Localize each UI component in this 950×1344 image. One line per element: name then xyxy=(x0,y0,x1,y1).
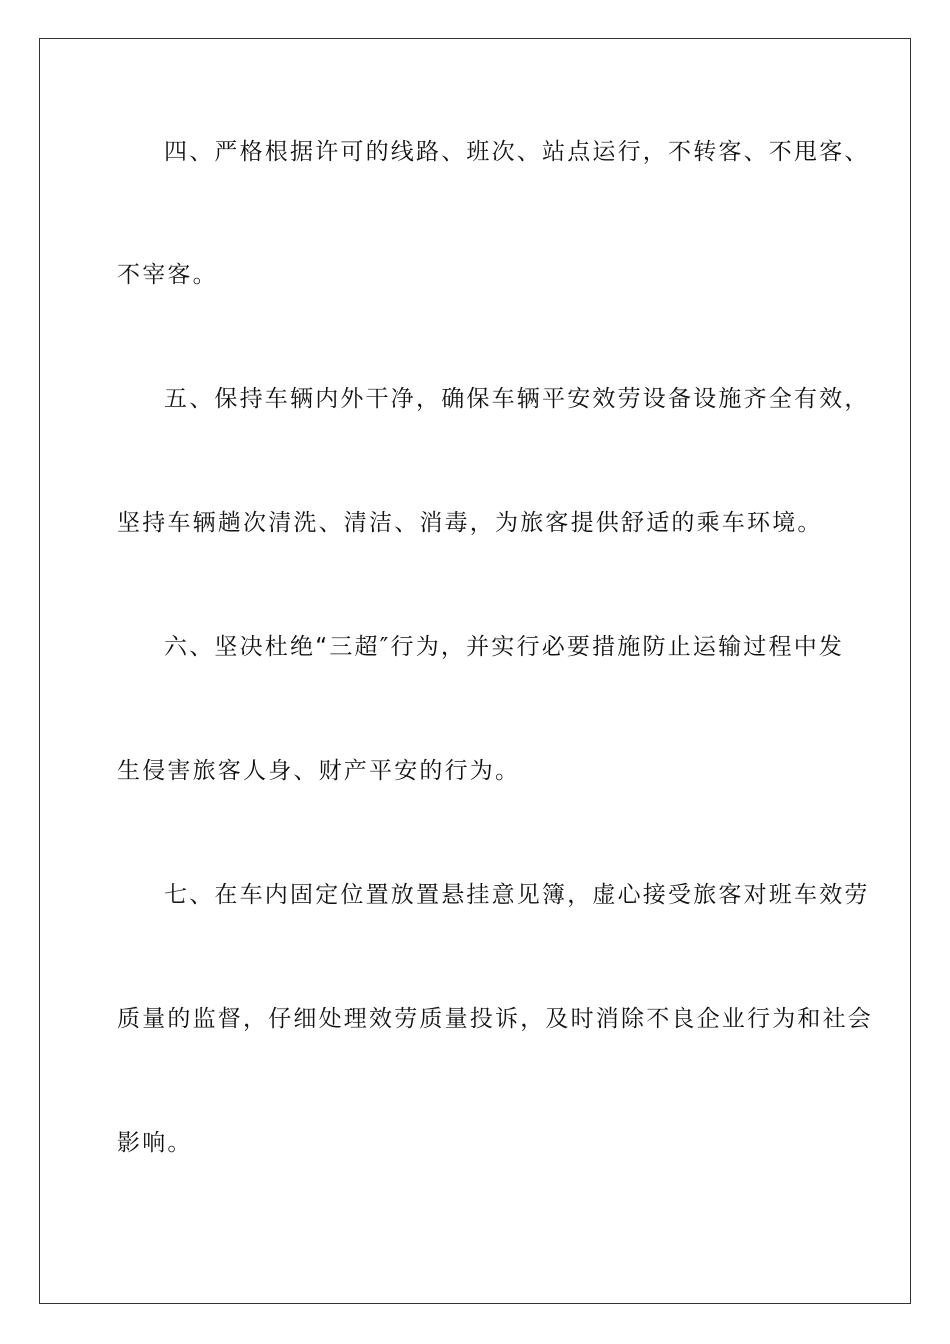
paragraph-6-line-1: 六、坚决杜绝“三超″行为，并实行必要措施防止运输过程中发 xyxy=(164,634,845,660)
paragraph-7-line-2: 质量的监督，仔细处理效劳质量投诉，及时消除不良企业行为和社会 xyxy=(117,1006,873,1032)
paragraph-6-line-2: 生侵害旅客人身、财产平安的行为。 xyxy=(117,758,521,784)
paragraph-4-line-2: 不宰客。 xyxy=(117,262,218,288)
paragraph-5-line-2: 坚持车辆趟次清洗、清洁、消毒，为旅客提供舒适的乘车环境。 xyxy=(117,510,823,536)
paragraph-7-line-1: 七、在车内固定位置放置悬挂意见簿，虚心接受旅客对班车效劳 xyxy=(164,882,870,908)
paragraph-5-line-1: 五、保持车辆内外干净，确保车辆平安效劳设备设施齐全有效， xyxy=(164,386,870,412)
paragraph-4-line-1: 四、严格根据许可的线路、班次、站点运行，不转客、不甩客、 xyxy=(164,139,870,165)
paragraph-7-line-3: 影响。 xyxy=(117,1130,193,1156)
page-frame xyxy=(39,38,911,1304)
